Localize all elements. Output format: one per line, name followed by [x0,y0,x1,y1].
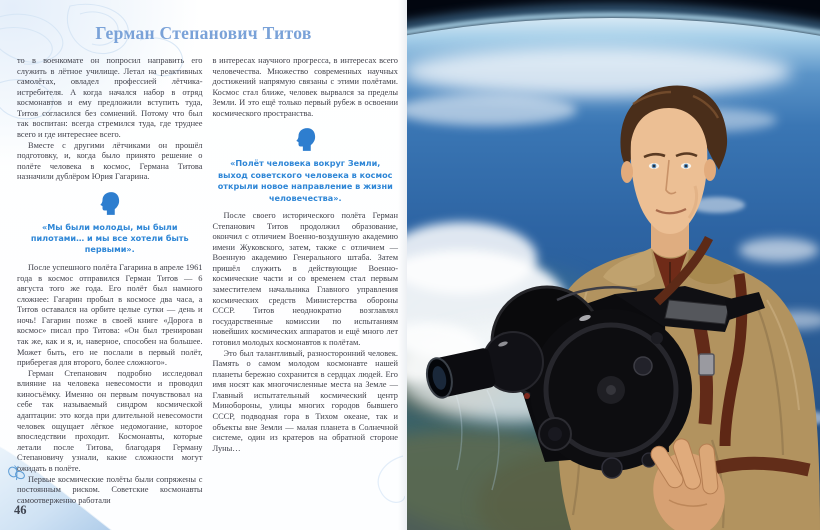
body-paragraph: Первые космические полёты были сопряжены с постоянным риском. Советские космонавты самоотверженно работали [17,474,203,505]
cosmonaut-earth-illustration [407,0,820,530]
quote-block [21,191,199,256]
body-paragraph: Это был талантливый, разносторонний человек. Память о самом молодом космонавте нашей планеты бережно сохранится в сердцах людей. Его имя носят как многочисленные места на Земле — Главный испытательный космический центр Минобороны, улицы многих городов бывшего СССР, подводная гора в Тихом океане, так и объекты вне Земли — малая планета в Солнечной системе, один из кратеров на обратной стороне Луны… [212,348,398,453]
quote-text: «Мы были молоды, мы были пилотами… и мы все хотели быть первыми». [30,221,189,255]
body-paragraph: После своего исторического полёта Герман Степанович Титов продолжил образование, окончил с отличием Военно-воздушную академию имени Жуковского, затем, также с отличием — Военную академию Генерального штаба. Затем пришёл служить в действующие Военно-космические части и со временем стал первым заместителем начальника Главного управления космических средств Министерства обороны СССР. Титов неоднократно возглавлял государственные комиссии по испытаниям новейших космических аппаратов и ещё много лет готовил молодых космонавтов к полётам. [212,210,398,347]
head-silhouette-icon [295,127,316,156]
text-columns [17,56,398,506]
text-column-right [213,56,399,506]
body-paragraph: то в военкомате он попросил направить его служить в лётное училище. Летал на реактивных самолётах, овладел профессией лётчика-истребителя. А когда начался набор в отряд космонавтов и ему предложили вступить туда, Титов согласился без сомнений. Потому что был так воспитан: всегда стремился туда, где труднее всего и где интереснее всего. [17,56,203,140]
illustration-page [407,0,820,530]
page-number: 46 [14,503,27,517]
body-paragraph: в интересах научного прогресса, в интересах всего человечества. Множество современных научных достижений напрямую связаны с этими полётами. Космос стал ближе, человек вырвался за пределы Земли. И это ещё только первый рубеж в освоении космического пространства. [212,56,398,118]
body-paragraph: После успешного полёта Гагарина в апреле 1961 года в космос отправился Герман Титов — 6 августа того же года. Его полёт был намного сложнее: Гагарин пробыл в космосе два часа, а Титов оставался на орбите целые сутки — день и ночь! Гагарин позже в своей книге «Дорога в космос» писал про Титова: «Он был тренирован так же, как и я, и, наверное, способен на большее. Может быть, его не послали в первый полёт, приберегая для второго, более сложного». [17,262,203,368]
quote-text: «Полёт человека вокруг Земли, выход советского человека в космос открыли новое направление в жизни человечества». [217,158,393,203]
page-title: Герман Степанович Титов [95,23,312,43]
head-silhouette-icon [99,191,120,220]
quote-block [217,127,395,204]
body-paragraph: Вместе с другими лётчиками он прошёл подготовку, и, когда было принято решение о полёте человека в космос, Германа Титова назначили дублёром Юрия Гагарина. [17,140,203,182]
text-column-left [17,56,203,506]
body-paragraph: Герман Степанович подробно исследовал влияние на человека невесомости и проводил киносъёмку. Именно он первым почувствовал на себе так называемый синдром космической адаптации: это когда при длительной невесомости человек ощущает лёгкое недомогание, которое впоследствии проходит. Космонавты, которые летали после Титова, благодаря Герману Степановичу узнали, какие сложности могут ожидать в полёте. [17,368,203,473]
left-page [0,0,407,530]
